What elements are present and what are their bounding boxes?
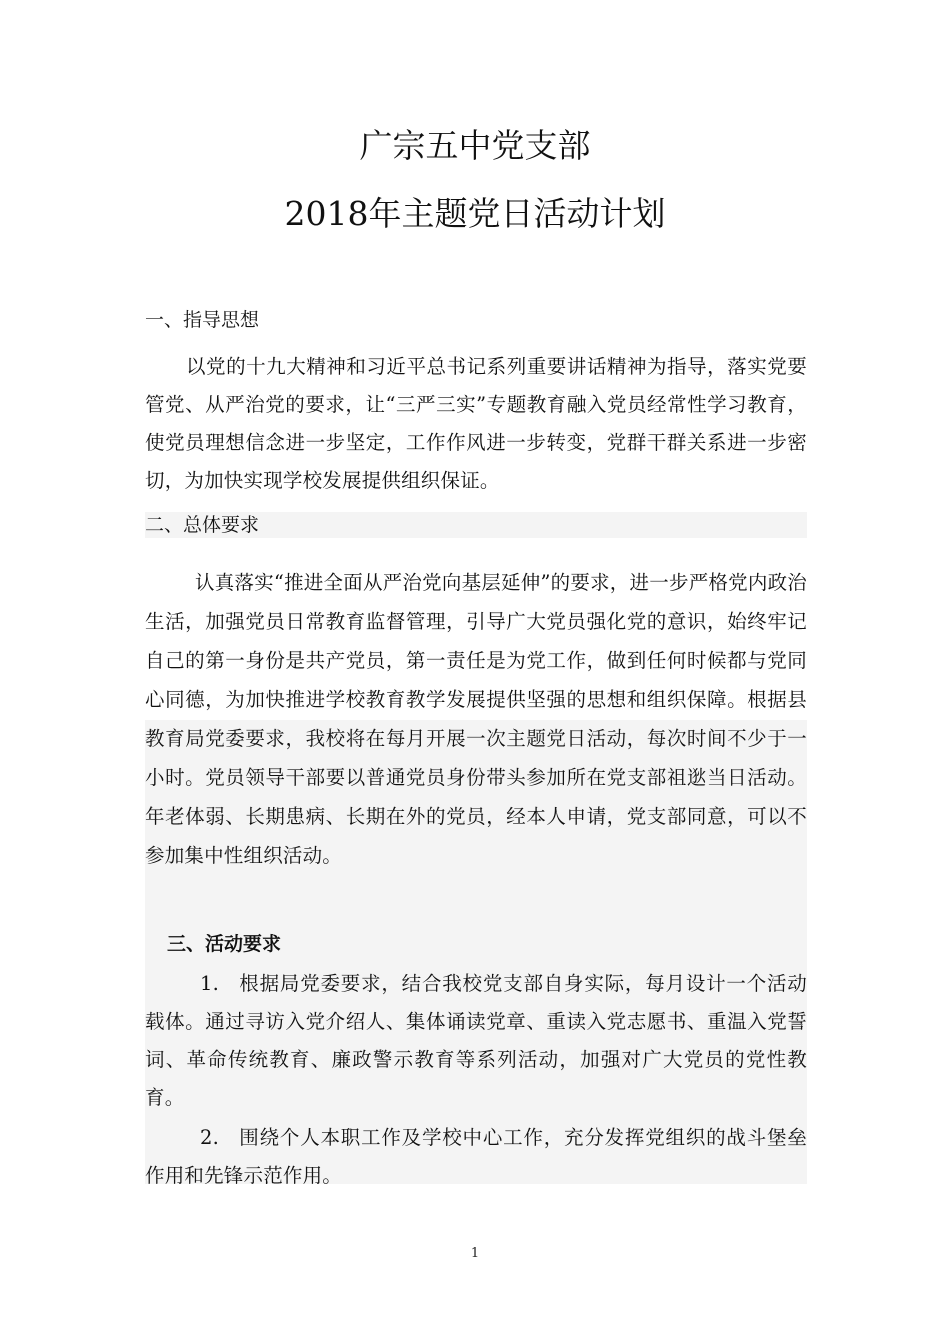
- section-paragraph-general-requirements: 认真落实“推进全面从严治党向基层延伸”的要求，进一步严格党内政治生活，加强党员日常教育监督管理，引导广大党员强化党的意识，始终牢记自己的第一身份是共产党员，第一责任是为党工作，做到任何时候都与党同心同德，为加快推进学校教育教学发展提供坚强的思想和组织保障。根据县教育局党委要求，我校将在每月开展一次主题党日活动，每次时间不少于一小时。党员领导干部要以普通党员身份带头参加所在党支部祖逖当日活动。年老体弱、长期患病、长期在外的党员，经本人申请，党支部同意，可以不参加集中性组织活动。: [145, 571, 807, 867]
- activity-item-1: 1. 根据局党委要求，结合我校党支部自身实际，每月设计一个活动载体。通过寻访入党介绍人、集体诵读党章、重读入党志愿书、重温入党誓词、革命传统教育、廉政警示教育等系列活动，加强对广大党员的党性教育。: [145, 972, 807, 1109]
- page-number: 1: [470, 1246, 480, 1261]
- section-paragraph-guiding-thought: 以党的十九大精神和习近平总书记系列重要讲话精神为指导，落实党要管党、从严治党的要求，让“三严三实”专题教育融入党员经常性学习教育，使党员理想信念进一步坚定，工作作风进一步转变，党群干群关系进一步密切，为加快实现学校发展提供组织保证。: [145, 355, 807, 492]
- document-title-line2: 2018年主题党日活动计划: [284, 194, 666, 233]
- document-title-line1: 广宗五中党支部: [359, 126, 591, 165]
- activity-item-2: 2. 围绕个人本职工作及学校中心工作，充分发挥党组织的战斗堡垒作用和先锋示范作用。: [145, 1126, 807, 1187]
- section-heading-activity-requirements: 三、活动要求: [167, 933, 282, 955]
- section-heading-general-requirements: 二、总体要求: [145, 514, 260, 536]
- section-heading-guiding-thought: 一、指导思想: [145, 309, 260, 331]
